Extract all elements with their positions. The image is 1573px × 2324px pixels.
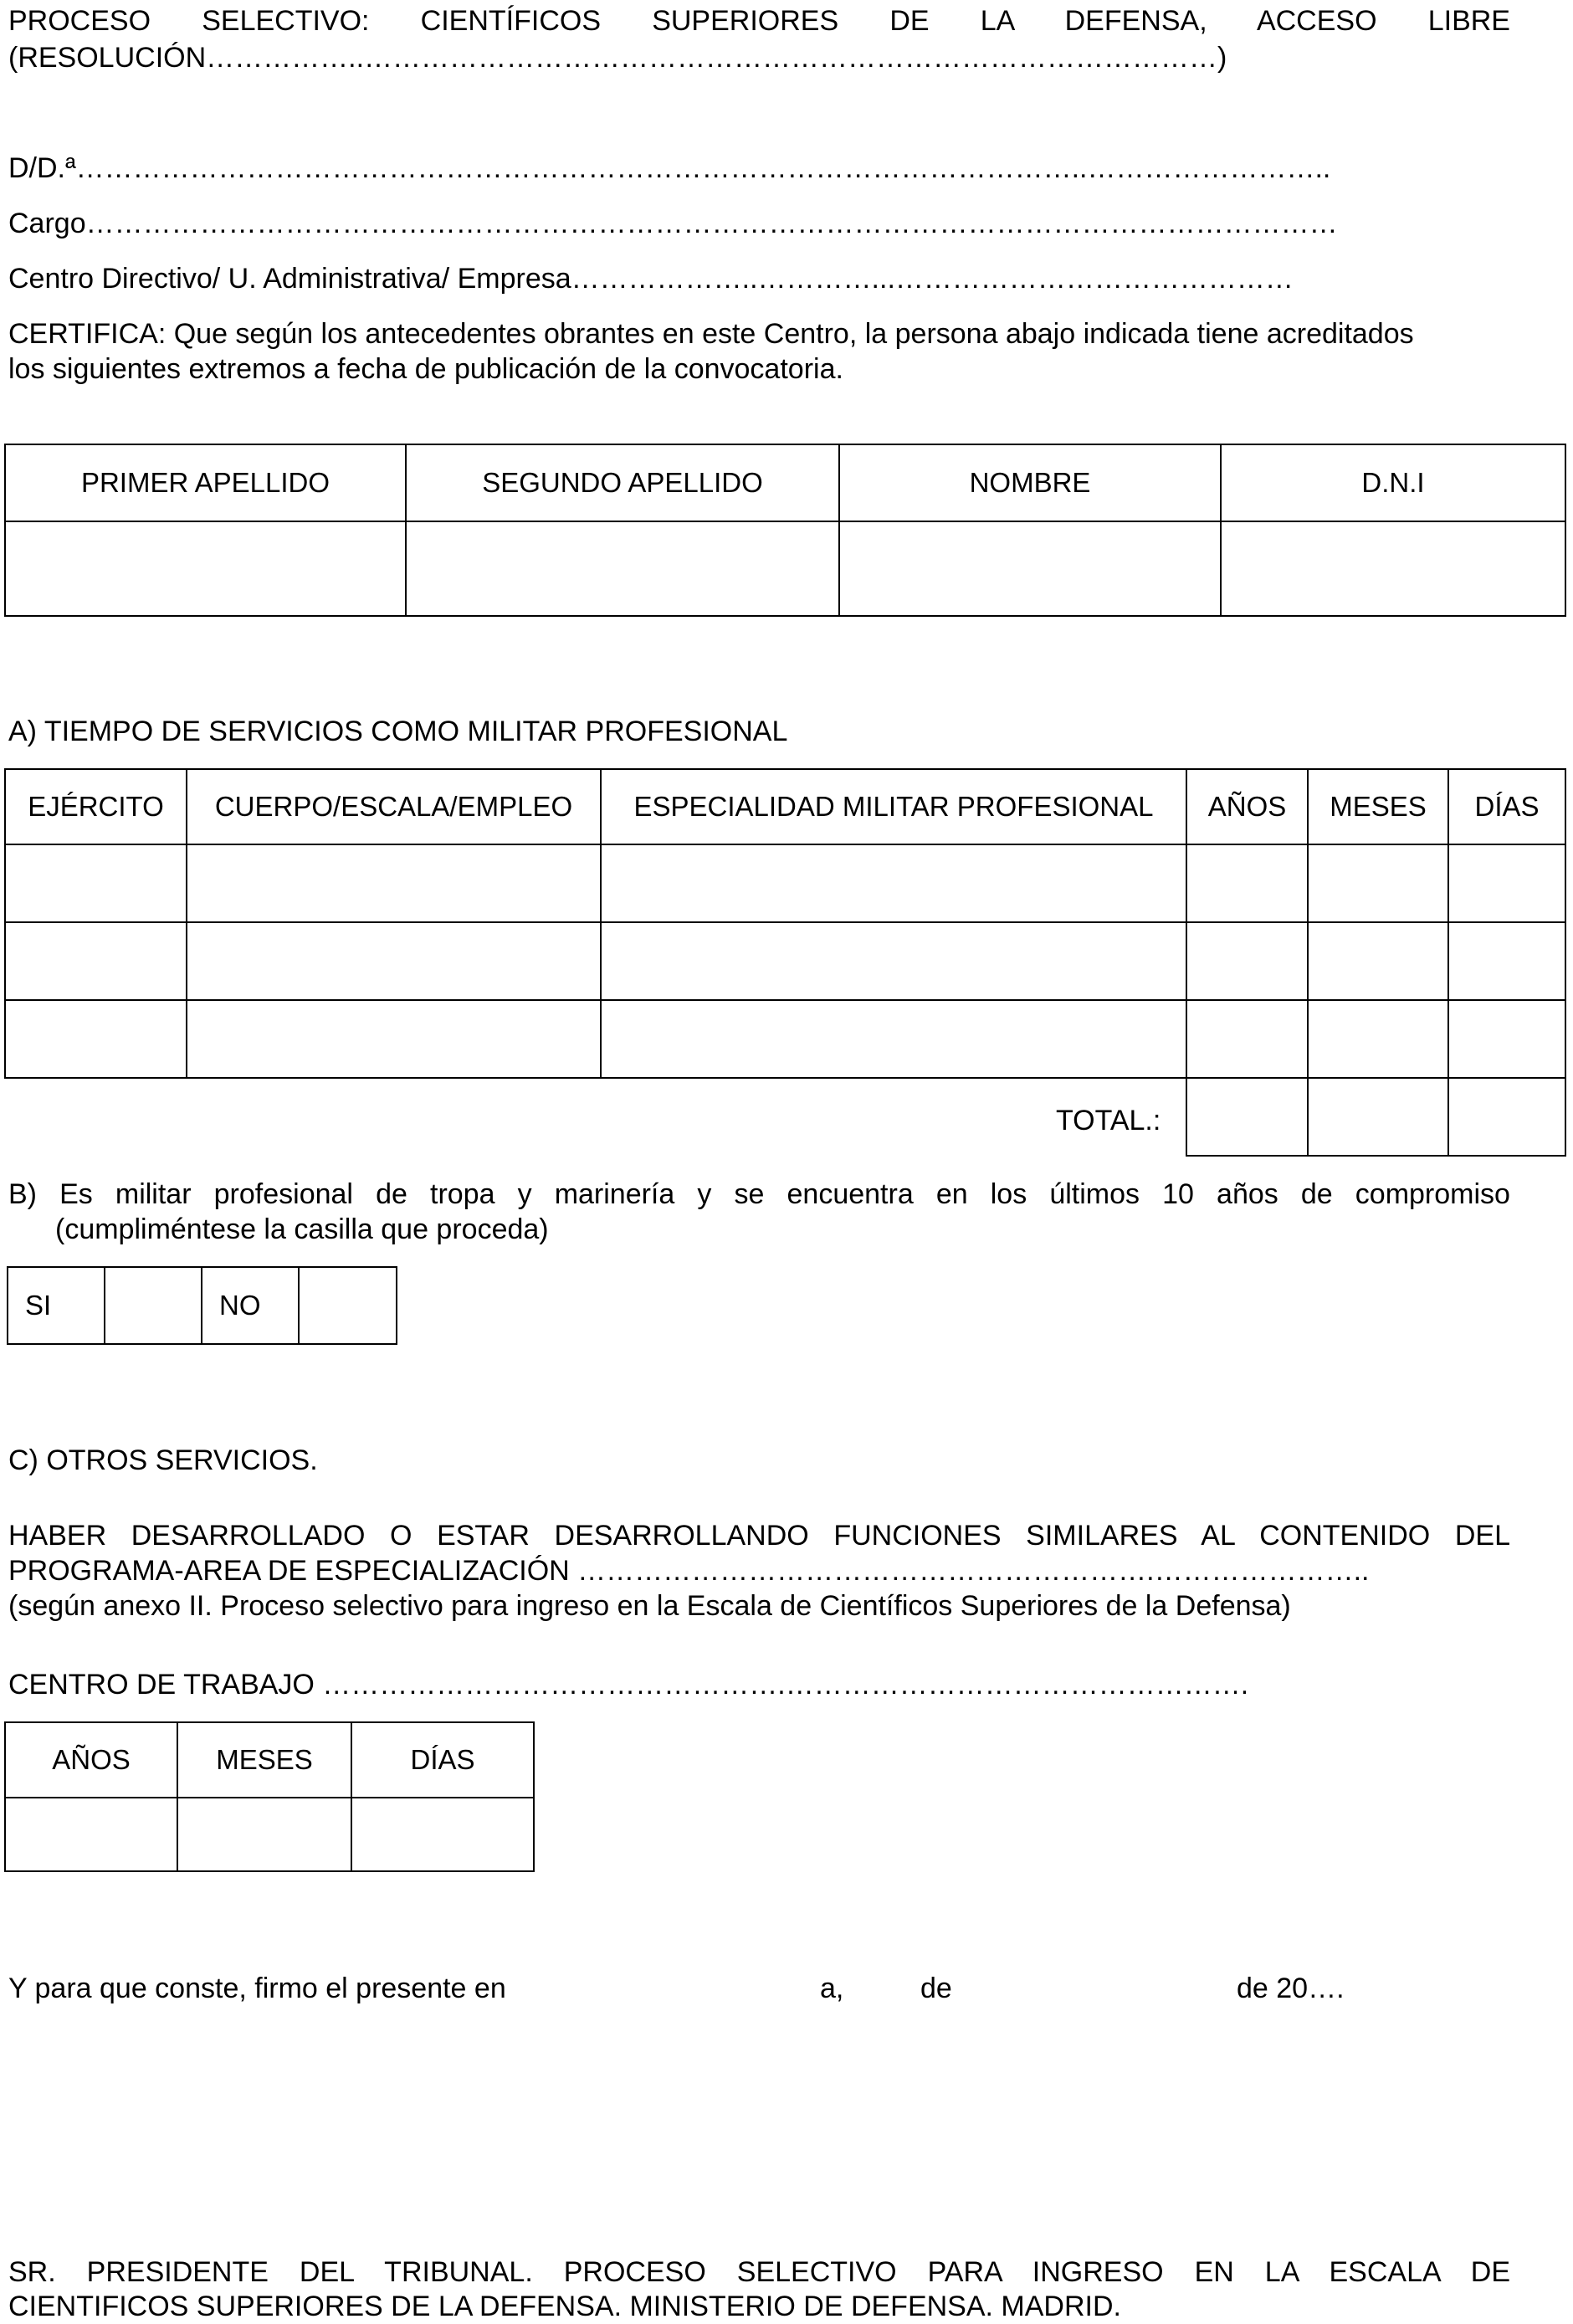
- cell[interactable]: [1186, 922, 1308, 1000]
- word: DEL: [299, 2256, 354, 2288]
- dni-cell[interactable]: [1221, 521, 1565, 616]
- centro-trabajo-line: CENTRO DE TRABAJO ………………………………………….………………………………………….: [8, 1669, 1249, 1701]
- dd-field-line: D/D.ª……………………………………………………………………………………………..……………………..: [8, 152, 1331, 184]
- word: PRESIDENTE: [86, 2256, 269, 2288]
- footer-line-2: CIENTIFICOS SUPERIORES DE LA DEFENSA. MINISTERIO DE DEFENSA. MADRID.: [8, 2291, 1121, 2322]
- word: CIENTÍFICOS: [420, 5, 602, 37]
- header-nombre: NOMBRE: [839, 444, 1221, 521]
- cell[interactable]: [1186, 1000, 1308, 1078]
- word: profesional: [213, 1178, 353, 1210]
- service-time-table: [4, 768, 1566, 1157]
- cell[interactable]: [1448, 844, 1565, 922]
- word: años: [1217, 1178, 1278, 1210]
- word: militar: [115, 1178, 192, 1210]
- dias-cell[interactable]: [351, 1798, 534, 1871]
- word: PROCESO: [563, 2256, 706, 2288]
- segundo-apellido-cell[interactable]: [406, 521, 839, 616]
- header-dni: D.N.I: [1221, 444, 1565, 521]
- section-b-line-1: [8, 1177, 1510, 1212]
- no-label: NO: [202, 1267, 299, 1344]
- word: tropa: [430, 1178, 495, 1210]
- centro-field-line: Centro Directivo/ U. Administrativa/ Empresa………………..…………...……………………………………: [8, 263, 1294, 295]
- word: encuentra: [786, 1178, 914, 1210]
- cell[interactable]: [1308, 1000, 1448, 1078]
- cell[interactable]: [601, 844, 1186, 922]
- word: ESTAR: [437, 1520, 530, 1552]
- word: LA: [980, 5, 1014, 37]
- total-row: [5, 1078, 1565, 1156]
- word: los: [990, 1178, 1027, 1210]
- word: FUNCIONES: [833, 1520, 1002, 1552]
- section-c-title: C) OTROS SERVICIOS.: [8, 1444, 318, 1476]
- cell[interactable]: [187, 844, 601, 922]
- total-spacer: [5, 1078, 1186, 1156]
- signature-a: a,: [820, 1973, 844, 2004]
- word: EN: [1194, 2256, 1234, 2288]
- cell[interactable]: [1308, 844, 1448, 922]
- word: DEL: [1454, 1520, 1510, 1552]
- word: de: [1300, 1178, 1333, 1210]
- word: Es: [59, 1178, 93, 1210]
- word: se: [734, 1178, 765, 1210]
- cell[interactable]: [1308, 922, 1448, 1000]
- cargo-field-line: Cargo……………………………………………………………………………………………………………………: [8, 208, 1338, 239]
- total-meses-cell[interactable]: [1308, 1078, 1448, 1156]
- header-segundo-apellido: SEGUNDO APELLIDO: [406, 444, 839, 521]
- header-meses: MESES: [1308, 769, 1448, 844]
- word: DE: [1470, 2256, 1510, 2288]
- word: B): [8, 1178, 37, 1210]
- total-anos-cell[interactable]: [1186, 1078, 1308, 1156]
- section-c-line-2: PROGRAMA-AREA DE ESPECIALIZACIÓN …………………………………………………….…………………..: [8, 1555, 1370, 1587]
- primer-apellido-cell[interactable]: [5, 521, 406, 616]
- word: ACCESO: [1256, 5, 1377, 37]
- word: DESARROLLADO: [131, 1520, 366, 1552]
- si-label: SI: [8, 1267, 105, 1344]
- table-row: [5, 1798, 534, 1871]
- word: marinería: [554, 1178, 675, 1210]
- word: de: [376, 1178, 407, 1210]
- header-primer-apellido: PRIMER APELLIDO: [5, 444, 406, 521]
- meses-cell[interactable]: [177, 1798, 351, 1871]
- word: DEFENSA,: [1064, 5, 1207, 37]
- table-header-row: [5, 444, 1565, 521]
- word: INGRESO: [1032, 2256, 1164, 2288]
- table-header-row: [5, 1722, 534, 1798]
- cell[interactable]: [187, 1000, 601, 1078]
- total-dias-cell[interactable]: [1448, 1078, 1565, 1156]
- signature-text: Y para que conste, firmo el presente en: [8, 1973, 506, 2004]
- word: SIMILARES: [1026, 1520, 1178, 1552]
- cell[interactable]: [5, 844, 187, 922]
- word: CONTENIDO: [1259, 1520, 1431, 1552]
- signature-de: de: [920, 1973, 952, 2004]
- table-row: [5, 844, 1565, 922]
- cell[interactable]: [5, 1000, 187, 1078]
- cell[interactable]: [1448, 922, 1565, 1000]
- section-c-line-3: (según anexo II. Proceso selectivo para ingreso en la Escala de Científicos Superiores de la Defensa): [8, 1590, 1291, 1622]
- cell[interactable]: [1448, 1000, 1565, 1078]
- resolucion-line: (RESOLUCIÓN……………..………………………………………………………………………………): [8, 42, 1227, 74]
- cell[interactable]: [601, 1000, 1186, 1078]
- word: SR.: [8, 2256, 56, 2288]
- header-meses: MESES: [177, 1722, 351, 1798]
- section-a-title: A) TIEMPO DE SERVICIOS COMO MILITAR PROFESIONAL: [8, 716, 788, 747]
- certifica-line-1: CERTIFICA: Que según los antecedentes obrantes en este Centro, la persona abajo indicada tiene acreditados: [8, 318, 1414, 350]
- word: TRIBUNAL.: [384, 2256, 533, 2288]
- si-checkbox[interactable]: [105, 1267, 202, 1344]
- cell[interactable]: [5, 922, 187, 1000]
- table-row: [5, 922, 1565, 1000]
- header-dias: DÍAS: [351, 1722, 534, 1798]
- header-anos: AÑOS: [1186, 769, 1308, 844]
- word: compromiso: [1355, 1178, 1510, 1210]
- section-c-line-1: [8, 1518, 1510, 1553]
- cell[interactable]: [1186, 844, 1308, 922]
- word: O: [390, 1520, 412, 1552]
- word: ESCALA: [1329, 2256, 1440, 2288]
- word: HABER: [8, 1520, 107, 1552]
- otros-servicios-table: [4, 1721, 535, 1872]
- word: DE: [889, 5, 930, 37]
- word: LA: [1264, 2256, 1299, 2288]
- word: SELECTIVO: [736, 2256, 897, 2288]
- word: PROCESO: [8, 5, 151, 37]
- cell[interactable]: [187, 922, 601, 1000]
- word: últimos: [1049, 1178, 1140, 1210]
- word: y: [517, 1178, 532, 1210]
- word: SUPERIORES: [652, 5, 839, 37]
- header-dias: DÍAS: [1448, 769, 1565, 844]
- word: DESARROLLANDO: [554, 1520, 809, 1552]
- person-table: [4, 444, 1566, 617]
- word: AL: [1201, 1520, 1235, 1552]
- anos-cell[interactable]: [5, 1798, 177, 1871]
- word: SELECTIVO:: [202, 5, 370, 37]
- header-title-line: [8, 3, 1510, 38]
- word: LIBRE: [1427, 5, 1510, 37]
- table-row: [5, 521, 1565, 616]
- word: en: [935, 1178, 968, 1210]
- signature-year: de 20….: [1237, 1973, 1345, 2004]
- header-cuerpo-escala-empleo: CUERPO/ESCALA/EMPLEO: [187, 769, 601, 844]
- si-no-table: [7, 1266, 397, 1345]
- nombre-cell[interactable]: [839, 521, 1221, 616]
- signature-line: [0, 1971, 1573, 2006]
- certifica-line-2: los siguientes extremos a fecha de publicación de la convocatoria.: [8, 353, 843, 385]
- header-anos: AÑOS: [5, 1722, 177, 1798]
- cell[interactable]: [601, 922, 1186, 1000]
- section-b-line-2: (cumpliméntese la casilla que proceda): [55, 1213, 549, 1245]
- footer-line-1: [8, 2255, 1510, 2290]
- table-row: [5, 1000, 1565, 1078]
- word: PARA: [927, 2256, 1002, 2288]
- word: 10: [1162, 1178, 1194, 1210]
- word: y: [697, 1178, 712, 1210]
- no-checkbox[interactable]: [299, 1267, 397, 1344]
- header-especialidad: ESPECIALIDAD MILITAR PROFESIONAL: [601, 769, 1186, 844]
- table-header-row: [5, 769, 1565, 844]
- total-label: TOTAL.:: [1056, 1105, 1161, 1136]
- header-ejercito: EJÉRCITO: [5, 769, 187, 844]
